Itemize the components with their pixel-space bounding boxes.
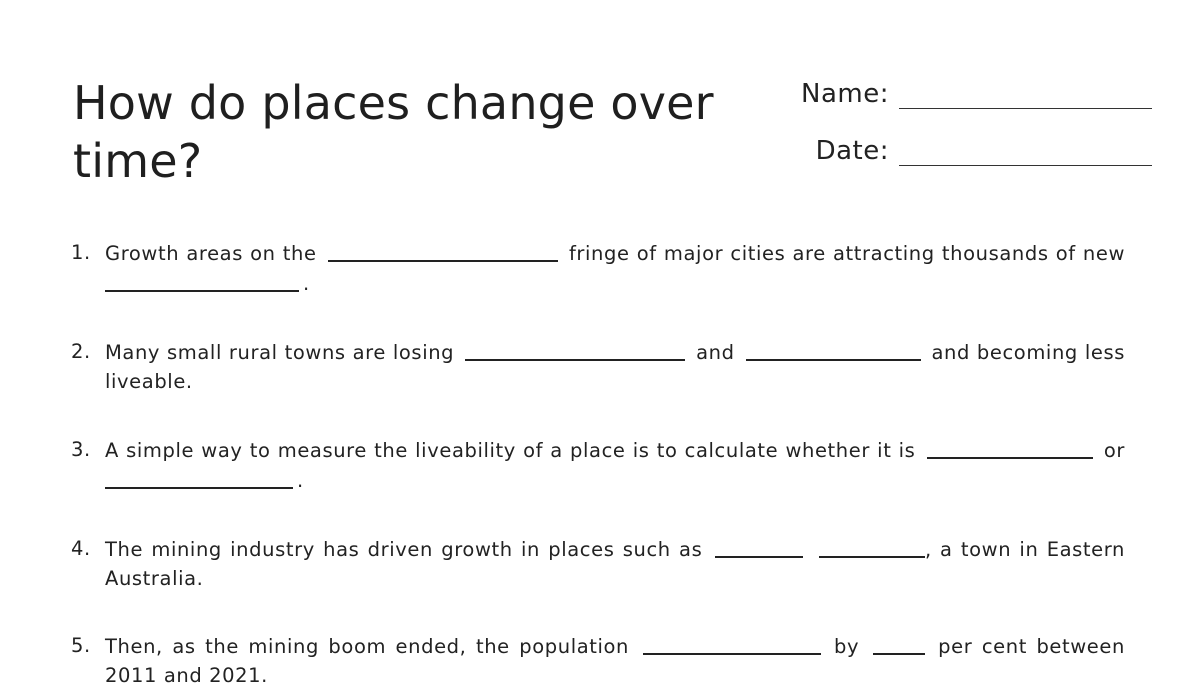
answer-blank[interactable] [465, 337, 685, 361]
question-number: 1. [71, 241, 91, 264]
date-row [816, 135, 1152, 166]
question-text: A simple way to measure the liveability of a place is to calculate whether it is [105, 439, 916, 462]
question-text: . [297, 469, 304, 492]
question-text: Growth areas on the [105, 242, 317, 265]
question-1 [71, 238, 1125, 298]
answer-blank[interactable] [643, 631, 821, 655]
question-text: The mining industry has driven growth in places such as [105, 538, 703, 561]
question-text: and becoming less liveable. [105, 341, 1125, 393]
date-field[interactable] [899, 135, 1152, 166]
answer-blank[interactable] [819, 534, 925, 558]
answer-blank[interactable] [746, 337, 921, 361]
question-text: . [303, 272, 310, 295]
question-2 [71, 337, 1125, 396]
name-row [801, 78, 1152, 109]
date-label: Date: [815, 136, 889, 166]
answer-blank[interactable] [105, 268, 299, 292]
question-number: 3. [71, 438, 91, 461]
answer-blank[interactable] [105, 465, 293, 489]
question-3 [71, 435, 1125, 495]
name-label: Name: [801, 79, 889, 109]
answer-blank[interactable] [328, 238, 558, 262]
question-text: or [1103, 439, 1125, 462]
question-text: per cent between 2011 and 2021. [105, 635, 1125, 687]
question-text: , a town in Eastern Australia. [105, 538, 1125, 590]
answer-blank[interactable] [715, 534, 803, 558]
question-number: 4. [71, 537, 91, 560]
question-text: fringe of major cities are attracting thousands of new [568, 242, 1125, 265]
question-text: and [696, 341, 735, 364]
question-4 [71, 534, 1125, 593]
name-field[interactable] [899, 78, 1152, 109]
question-text: by [834, 635, 860, 658]
answer-blank[interactable] [927, 435, 1093, 459]
worksheet-title: How do places change over time? [73, 76, 714, 188]
question-text: Many small rural towns are losing [105, 341, 455, 364]
question-number: 5. [71, 634, 91, 657]
question-number: 2. [71, 340, 91, 363]
answer-blank[interactable] [873, 631, 925, 655]
question-5 [71, 631, 1125, 690]
question-text: Then, as the mining boom ended, the population [105, 635, 630, 658]
